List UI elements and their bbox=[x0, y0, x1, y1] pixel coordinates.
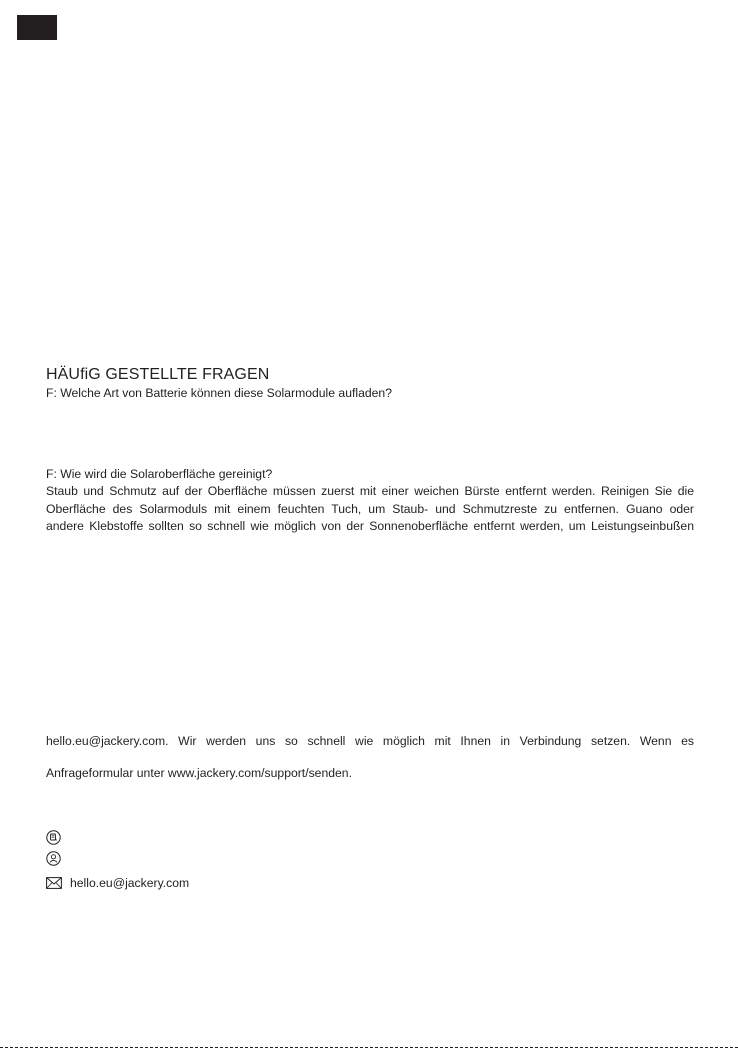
contact-email-row bbox=[46, 875, 189, 891]
support-line-2: Anfrageformular unter www.jackery.com/support/senden. bbox=[46, 766, 352, 780]
corner-tab bbox=[17, 15, 57, 40]
user-icon bbox=[46, 851, 61, 866]
faq-heading: HÄUfiG GESTELLTE FRAGEN bbox=[46, 366, 270, 383]
faq-answer-2-line-2: Oberfläche des Solarmoduls mit einem feuchten Tuch, um Staub- und Schmutzreste zu entfernen. Guano oder bbox=[46, 502, 694, 516]
faq-answer-2-line-1: Staub und Schmutz auf der Oberfläche müssen zuerst mit einer weichen Bürste entfernt werden. Reinigen Sie die bbox=[46, 484, 694, 498]
faq-answer-2-line-3: andere Klebstoffe sollten so schnell wie möglich von der Sonnenoberfläche entfernt werden, um Leistungseinbußen bbox=[46, 519, 694, 533]
faq-question-2: F: Wie wird die Solaroberfläche gereinigt? bbox=[46, 467, 273, 481]
support-line-1: hello.eu@jackery.com. Wir werden uns so schnell wie möglich mit Ihnen in Verbindung setzen. Wenn es bbox=[46, 734, 694, 748]
mail-icon bbox=[46, 877, 62, 889]
contact-user-row bbox=[46, 850, 61, 866]
contact-email[interactable]: hello.eu@jackery.com bbox=[70, 876, 190, 890]
chat-icon bbox=[46, 830, 61, 845]
faq-question-1: F: Welche Art von Batterie können diese Solarmodule aufladen? bbox=[46, 386, 392, 400]
bottom-cut-line bbox=[0, 1047, 738, 1048]
contact-chat-row bbox=[46, 829, 61, 845]
